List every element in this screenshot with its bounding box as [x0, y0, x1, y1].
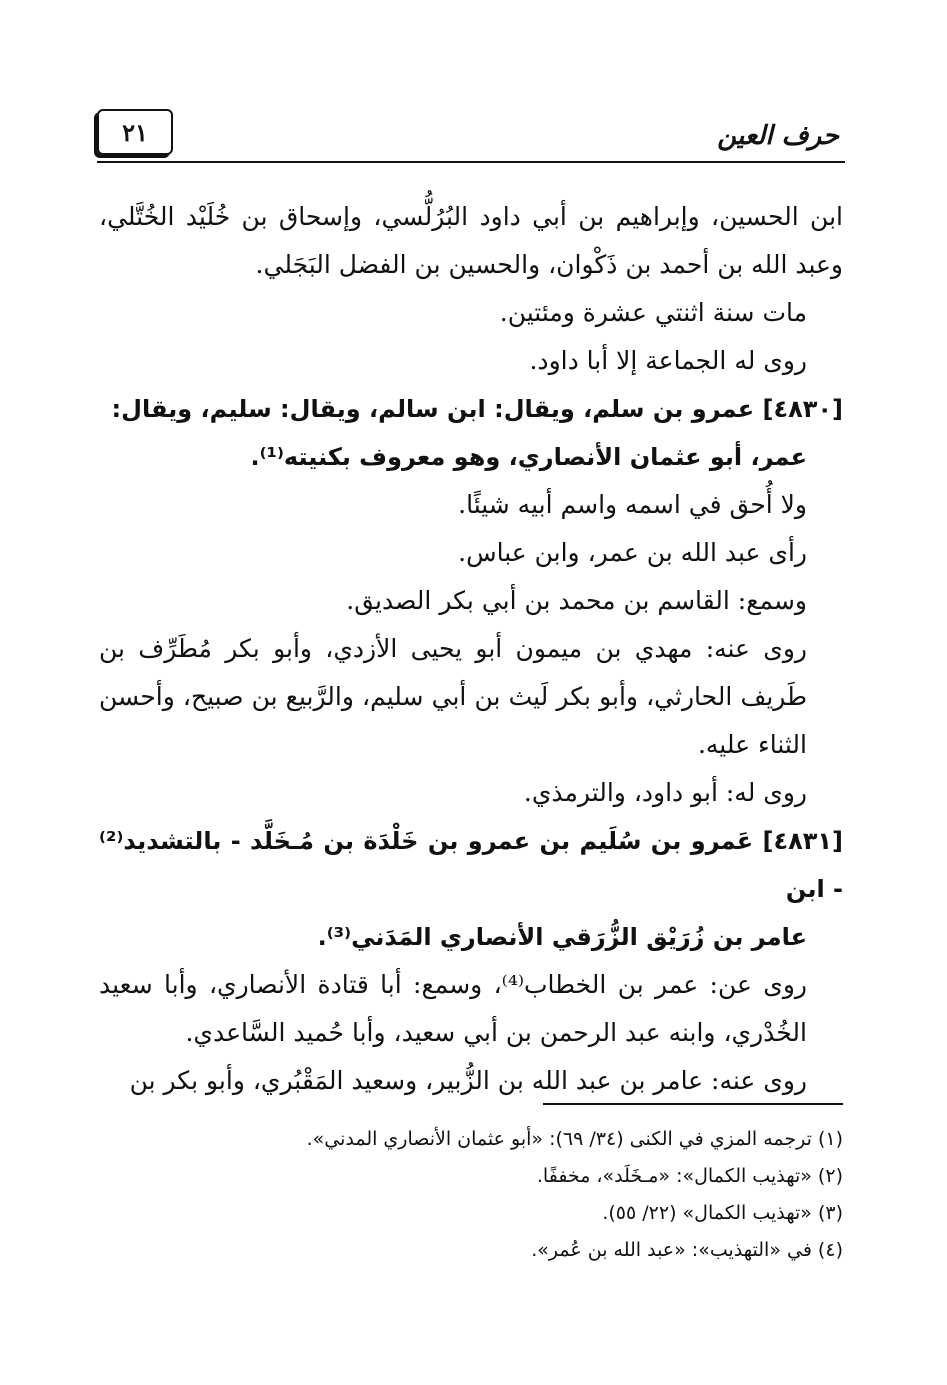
footnote: (١) ترجمه المزي في الكنى (٣٤/ ٦٩): «أبو عثمان الأنصاري المدني».: [306, 1128, 843, 1150]
page-number-box: [97, 109, 173, 155]
entry-heading-4830: [99, 385, 843, 481]
header-divider: [97, 161, 845, 163]
paragraph: مات سنة اثنتي عشرة ومئتين.: [499, 298, 807, 327]
paragraph: وسمع: القاسم بن محمد بن أبي بكر الصديق.: [346, 586, 807, 615]
entry-title: عمرو بن سلم، ويقال: ابن سالم، ويقال: سليم، ويقال:: [111, 395, 755, 423]
paragraph: ابن الحسين، وإبراهيم بن أبي داود البُرُلُّسي، وإسحاق بن خُلَيْد الخُتَّلي، وعبد الله بن أحمد بن ذَكْوان، والحسين بن الفضل البَجَلي.: [99, 202, 843, 279]
main-text: [99, 193, 843, 1105]
paragraph: روى عنه: مهدي بن ميمون أبو يحيى الأزدي، وأبو بكر مُطَرِّف بن طَريف الحارثي، وأبو بكر لَيث بن أبي سليم، والرَّبيع بن صبيح، وأحسن الثناء عليه.: [99, 634, 807, 759]
running-header-title: حرف العين: [717, 121, 839, 151]
footnote: (٣) «تهذيب الكمال» (٢٢/ ٥٥).: [602, 1202, 843, 1224]
page-number: ٢١: [122, 117, 148, 147]
entry-heading-4831: [99, 817, 843, 961]
entry-number: [٤٨٣١]: [762, 827, 843, 855]
paragraph: رأى عبد الله بن عمر، وابن عباس.: [458, 538, 807, 567]
footnote-divider: [543, 1103, 843, 1105]
footnote: (٢) «تهذيب الكمال»: «مـخَلَد»، مخففًا.: [536, 1165, 843, 1187]
paragraph: روى له الجماعة إلا أبا داود.: [529, 346, 807, 375]
paragraph: ولا أُحق في اسمه واسم أبيه شيئًا.: [458, 490, 807, 519]
entry-number: [٤٨٣٠]: [762, 395, 843, 423]
paragraph: روى له: أبو داود، والترمذي.: [523, 778, 807, 807]
paragraph: روى عنه: عامر بن عبد الله بن الزُّبير، وسعيد المَقْبُري، وأبو بكر بن: [129, 1066, 807, 1095]
entry-title-continued: عامر بن زُرَيْق الزُّرَقي الأنصاري المَدَني⁽³⁾.: [317, 923, 807, 951]
footnotes: [99, 1121, 843, 1269]
paragraph: روى عن: عمر بن الخطاب⁽⁴⁾، وسمع: أبا قتادة الأنصاري، وأبا سعيد الخُدْري، وابنه عبد الرحمن بن أبي سعيد، وأبا حُميد السَّاعدي.: [99, 970, 807, 1047]
footnote: (٤) في «التهذيب»: «عبد الله بن عُمر».: [531, 1239, 843, 1261]
entry-title: عَمرو بن سُلَيم بن عمرو بن خَلْدَة بن مُـخَلَّد - بالتشديد⁽²⁾ - ابن: [99, 827, 843, 903]
entry-title-continued: عمر، أبو عثمان الأنصاري، وهو معروف بكنيته⁽¹⁾.: [250, 443, 807, 471]
